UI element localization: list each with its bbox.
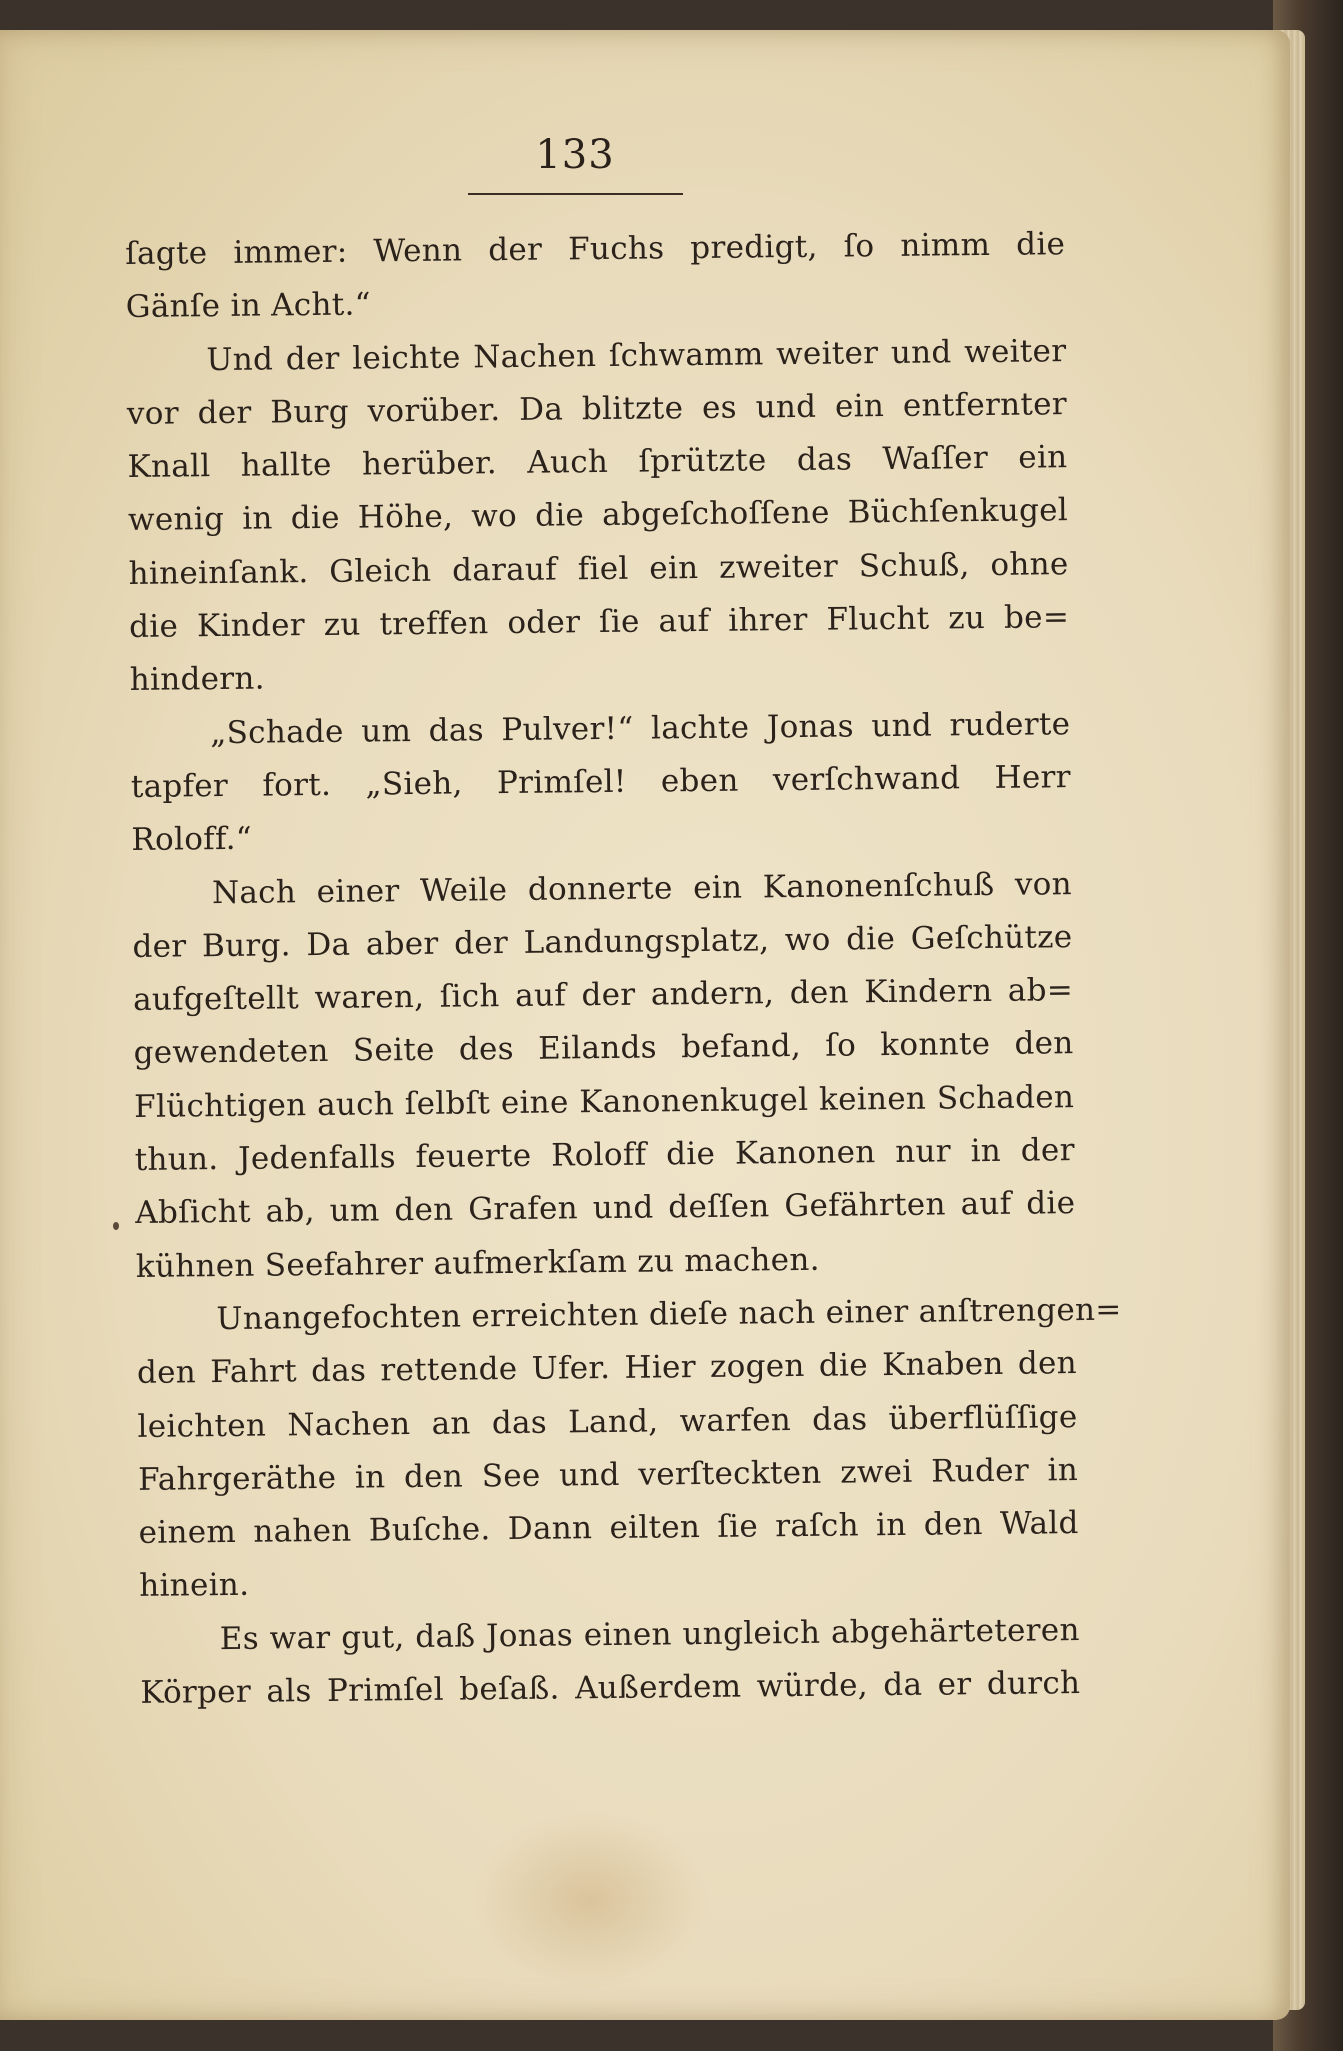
- text-line: Körper als Primſel beſaß. Außerdem würde, da er durch: [140, 1665, 1081, 1711]
- text-line: Knall hallte herüber. Auch ſprützte das Waſſer ein: [127, 439, 1068, 486]
- text-line: wenig in die Höhe, wo die abgeſchoſſene Büchſenkugel: [127, 492, 1069, 539]
- text-line: „Schade um das Pulver!“ lachte Jonas und ruderte: [210, 705, 1071, 751]
- text-line: aufgeſtellt waren, ſich auf der andern, den Kindern ab=: [132, 972, 1074, 1019]
- paper-stain: [470, 1810, 710, 1990]
- text-line: Flüchtigen auch ſelbſt eine Kanonenkugel keinen Schaden: [134, 1078, 1075, 1125]
- text-line: ſagte immer: Wenn der Fuchs predigt, ſo nimm die: [125, 226, 1066, 272]
- text-line: hinein.: [139, 1567, 250, 1605]
- text-line: Fahrgeräthe in den See und verſteckten zwei Ruder in: [137, 1451, 1079, 1498]
- ink-speck: [113, 1222, 119, 1230]
- text-line: vor der Burg vorüber. Da blitzte es und ein entfernter: [126, 386, 1068, 432]
- text-line: Unangefochten erreichten dieſe nach einer anſtrengen=: [216, 1291, 1122, 1338]
- text-line: thun. Jedenfalls feuerte Roloff die Kanonen nur in der: [134, 1132, 1075, 1178]
- text-line: der Burg. Da aber der Landungsplatz, wo die Geſchütze: [132, 918, 1073, 965]
- text-line: Nach einer Weile donnerte ein Kanonenſchuß von: [211, 865, 1073, 911]
- text-line: hindern.: [129, 660, 265, 699]
- text-line: gewendeten Seite des Eilands befand, ſo konnte den: [133, 1025, 1074, 1072]
- page-number-rule: [468, 193, 683, 195]
- text-line: einem nahen Buſche. Dann eilten ſie raſch in den Wald: [138, 1505, 1079, 1552]
- text-line: Es war gut, daß Jonas einen ungleich abgehärteteren: [219, 1611, 1080, 1657]
- text-line: die Kinder zu treffen oder ſie auf ihrer Flucht zu be=: [128, 599, 1070, 646]
- text-line: leichten Nachen an das Land, warfen das überflüſſige: [137, 1398, 1078, 1445]
- text-line: Gänſe in Acht.“: [125, 286, 372, 326]
- text-line: tapfer fort. „Sieh, Primſel! eben verſchwand Herr: [130, 759, 1071, 805]
- body-text: [125, 218, 1122, 1720]
- text-line: kühnen Seefahrer aufmerkſam zu machen.: [135, 1241, 820, 1285]
- text-line: hineinſank. Gleich darauf fiel ein zweiter Schuß, ohne: [128, 545, 1069, 592]
- text-line: Und der leichte Nachen ſchwamm weiter und weiter: [206, 332, 1067, 378]
- text-line: Abſicht ab, um den Grafen und deſſen Gefährten auf die: [135, 1185, 1076, 1232]
- page-number: 133: [535, 132, 615, 178]
- text-line: Roloff.“: [131, 820, 253, 859]
- text-line: den Fahrt das rettende Ufer. Hier zogen die Knaben den: [136, 1345, 1078, 1392]
